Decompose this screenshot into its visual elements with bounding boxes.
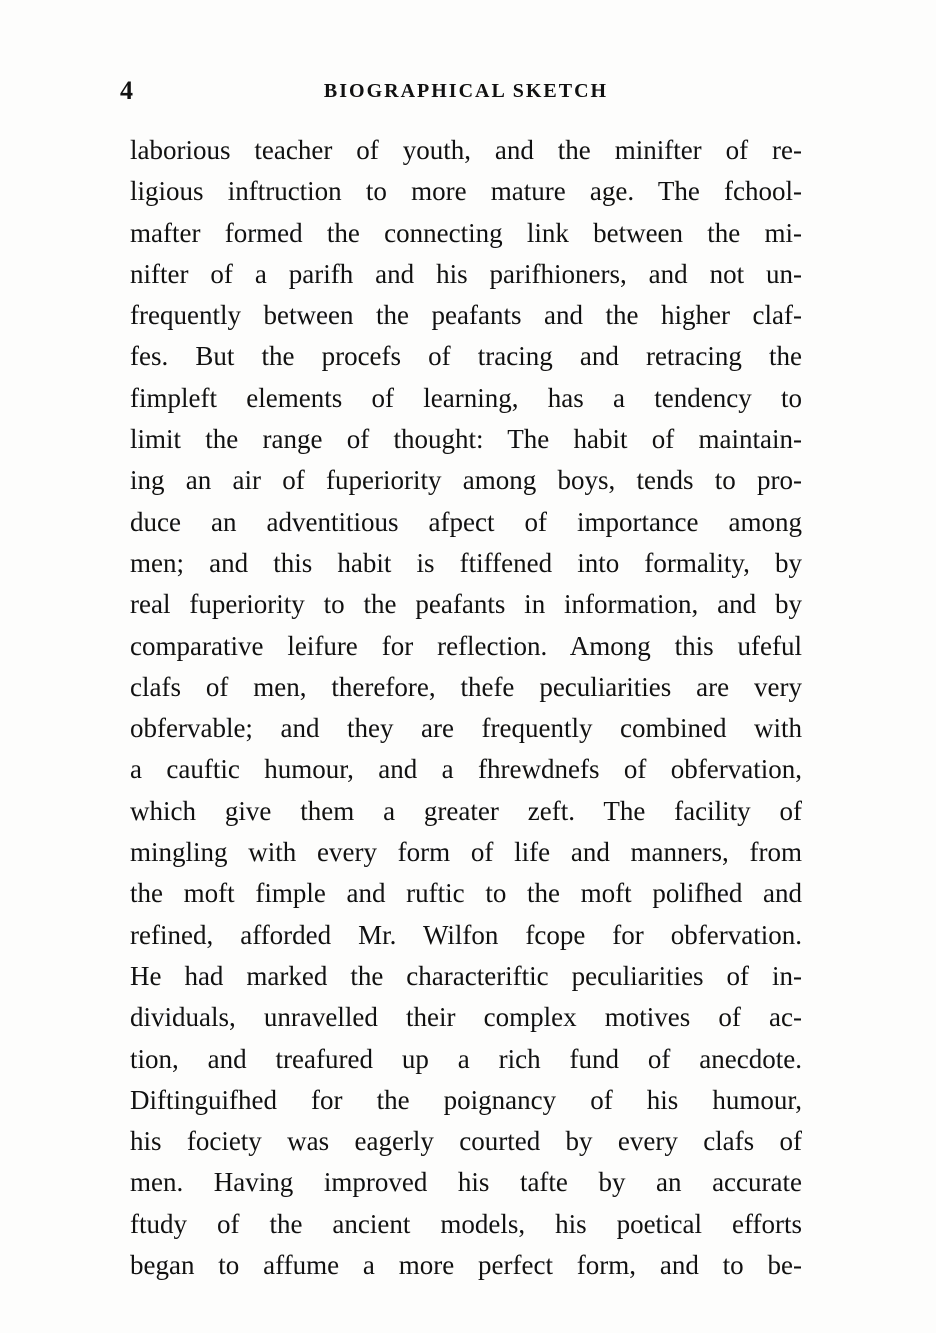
- running-title: BIOGRAPHICAL SKETCH: [323, 80, 609, 102]
- text-line: men. Having improved his tafte by an accurate: [130, 1167, 802, 1198]
- text-line: ligious inftruction to more mature age. The fchool-: [130, 176, 802, 207]
- text-line: dividuals, unravelled their complex motives of ac-: [130, 1002, 802, 1033]
- text-line: nifter of a parifh and his parifhioners, and not un-: [130, 258, 802, 289]
- text-line: men; and this habit is ftiffened into formality, by: [130, 547, 802, 578]
- running-head: [118, 74, 814, 108]
- text-line: fimpleft elements of learning, has a tendency to: [130, 382, 802, 413]
- text-line: mafter formed the connecting link between the mi-: [130, 217, 802, 248]
- text-line: tion, and treafured up a rich fund of anecdote.: [130, 1043, 802, 1074]
- text-line: Diftinguifhed for the poignancy of his humour,: [130, 1084, 802, 1115]
- text-line: his fociety was eagerly courted by every clafs of: [130, 1126, 802, 1157]
- text-line: He had marked the characteriftic peculiarities of in-: [130, 960, 802, 991]
- text-line: which give them a greater zeft. The facility of: [130, 795, 802, 826]
- text-line: fes. But the procefs of tracing and retracing the: [130, 341, 802, 372]
- text-line: duce an adventitious afpect of importance among: [130, 506, 802, 537]
- text-line: laborious teacher of youth, and the minifter of re-: [130, 135, 802, 165]
- text-line: comparative leifure for reflection. Among this ufeful: [130, 630, 802, 661]
- page-number: 4: [120, 76, 133, 105]
- text-line: limit the range of thought: The habit of maintain-: [130, 424, 802, 455]
- text-line: frequently between the peafants and the higher claf-: [130, 300, 802, 331]
- text-line: ing an air of fuperiority among boys, tends to pro-: [130, 465, 802, 496]
- text-line: real fuperiority to the peafants in information, and by: [130, 589, 802, 620]
- text-line: the moft fimple and ruftic to the moft polifhed and: [130, 878, 802, 909]
- text-line: refined, afforded Mr. Wilfon fcope for obfervation.: [130, 919, 802, 950]
- text-line: a cauftic humour, and a fhrewdnefs of obfervation,: [130, 754, 802, 785]
- text-line: ftudy of the ancient models, his poetical efforts: [130, 1208, 802, 1239]
- text-line: mingling with every form of life and manners, from: [130, 837, 802, 868]
- text-line: began to affume a more perfect form, and to be-: [130, 1250, 802, 1281]
- text-line: clafs of men, therefore, thefe peculiarities are very: [130, 671, 802, 702]
- text-line: obfervable; and they are frequently combined with: [130, 713, 802, 744]
- body-text: [130, 130, 802, 1286]
